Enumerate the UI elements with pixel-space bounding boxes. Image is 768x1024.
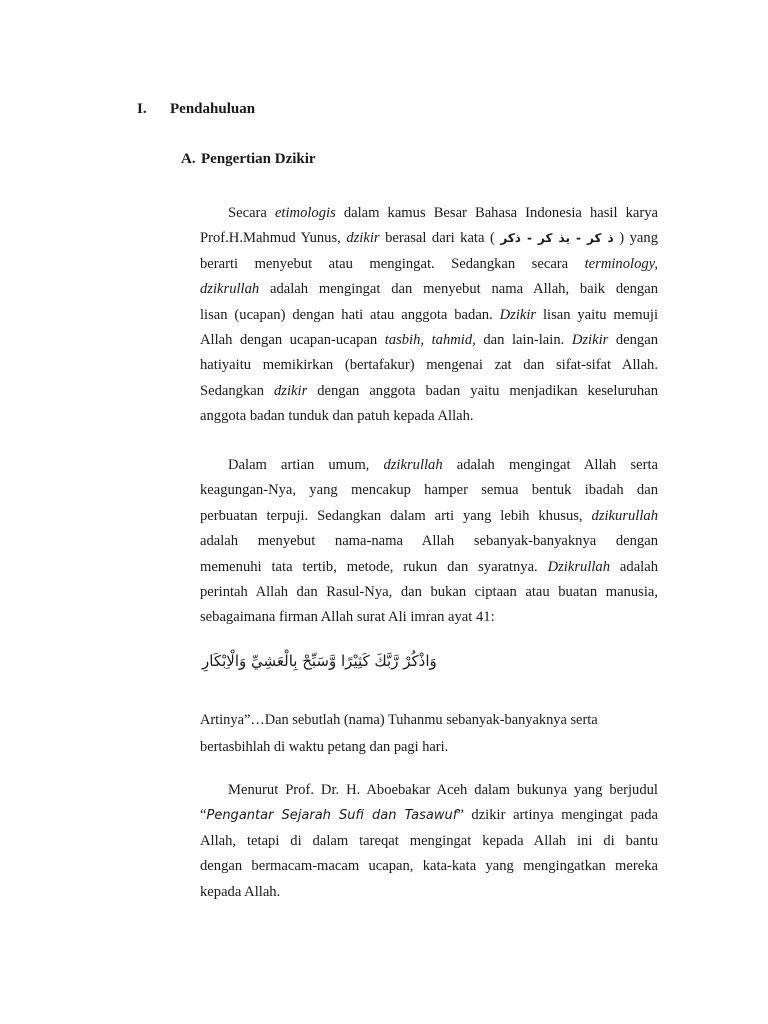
text-line: dengan bermacam-macam ucapan, kata-kata yang mengingatkan mereka bbox=[200, 858, 658, 875]
text-line: perintah Allah dan Rasul-Nya, dan bukan ciptaan atau buatan manusia, bbox=[200, 584, 658, 601]
text-line: lisan (ucapan) dengan hati atau anggota badan. Dzikir lisan yaitu memuji bbox=[200, 306, 659, 323]
section-number: I. bbox=[137, 101, 147, 117]
text-line: Sedangkan dzikir dengan anggota badan yaitu menjadikan keseluruhan bbox=[200, 382, 658, 399]
section-title: Pendahuluan bbox=[170, 101, 256, 117]
subsection-title: Pengertian Dzikir bbox=[201, 151, 316, 167]
italic-term: dzikir bbox=[346, 230, 380, 247]
italic-term: dzikrullah bbox=[383, 457, 443, 473]
text-line: Dalam artian umum, dzikrullah adalah mengingat Allah serta bbox=[228, 457, 658, 473]
italic-term: etimologis bbox=[274, 205, 336, 221]
italic-term: dzikurullah bbox=[591, 507, 658, 524]
text-line: Menurut Prof. Dr. H. Aboebakar Aceh dalam bukunya yang berjudul bbox=[228, 782, 658, 798]
text-line: Allah, tetapi di dalam tareqat mengingat kepada Allah ini di bantu bbox=[200, 832, 658, 849]
italic-term: Dzikir bbox=[571, 332, 609, 349]
paragraph-aboebakar-definition bbox=[200, 778, 658, 905]
text-line: memenuhi tata tertib, metode, rukun dan syaratnya. Dzikrullah adalah bbox=[200, 558, 658, 575]
subsection-heading bbox=[181, 151, 316, 168]
paragraph-etymology bbox=[200, 201, 658, 430]
verse-translation bbox=[200, 707, 670, 761]
italic-term: terminology, bbox=[584, 255, 658, 272]
text-line: sebagaimana firman Allah surat Ali imran ayat 41: bbox=[200, 609, 495, 626]
text-line: “Pengantar Sejarah Sufi dan Tasawuf” dzikir artinya mengingat pada bbox=[200, 807, 658, 824]
translation-line: Artinya”…Dan sebutlah (nama) Tuhanmu sebanyak-banyaknya serta bbox=[200, 712, 598, 728]
translation-line: bertasbihlah di waktu petang dan pagi hari. bbox=[200, 739, 449, 755]
book-title: Pengantar Sejarah Sufi dan Tasawuf bbox=[206, 808, 458, 824]
text-line: Prof.H.Mahmud Yunus, dzikir berasal dari kata ( ذ كر - يذ كر - ذكر ) yang bbox=[200, 230, 658, 247]
text-line: dzikrullah adalah mengingat dan menyebut nama Allah, baik dengan bbox=[200, 281, 658, 298]
italic-term: dzikrullah bbox=[200, 281, 260, 298]
quran-verse-arabic: وَاذْكُرْ رَّبَّكَ كَثِيْرًا وَّسَبِّحْ بِالْعَشِيِّ وَالْاِبْكَارِ bbox=[202, 652, 437, 670]
italic-term: tasbih, tahmid, bbox=[384, 332, 476, 349]
text-line: Allah dengan ucapan-ucapan tasbih, tahmid, dan lain-lain. Dzikir dengan bbox=[200, 332, 658, 349]
text-line: Secara etimologis dalam kamus Besar Bahasa Indonesia hasil karya bbox=[228, 205, 658, 221]
italic-term: dzikir bbox=[274, 382, 308, 399]
italic-term: Dzikrullah bbox=[547, 558, 611, 575]
section-heading bbox=[137, 101, 255, 118]
text-line: perbuatan terpuji. Sedangkan dalam arti yang lebih khusus, dzikurullah bbox=[200, 507, 658, 524]
italic-term: Dzikir bbox=[499, 306, 537, 323]
text-line: anggota badan tunduk dan patuh kepada Allah. bbox=[200, 408, 474, 425]
arabic-term: ذ كر - يذ كر - ذكر bbox=[500, 231, 614, 246]
text-line: keagungan-Nya, yang mencakup hamper semua bentuk ibadah dan bbox=[200, 482, 658, 499]
text-line: hatiyaitu memikirkan (bertafakur) mengenai zat dan sifat-sifat Allah. bbox=[200, 357, 658, 374]
text-line: berarti menyebut atau mengingat. Sedangkan secara terminology, bbox=[200, 255, 658, 272]
paragraph-general-meaning bbox=[200, 453, 658, 631]
text-line: kepada Allah. bbox=[200, 883, 281, 900]
text-line: adalah menyebut nama-nama Allah sebanyak-banyaknya dengan bbox=[200, 533, 658, 550]
subsection-number: A. bbox=[181, 151, 196, 167]
